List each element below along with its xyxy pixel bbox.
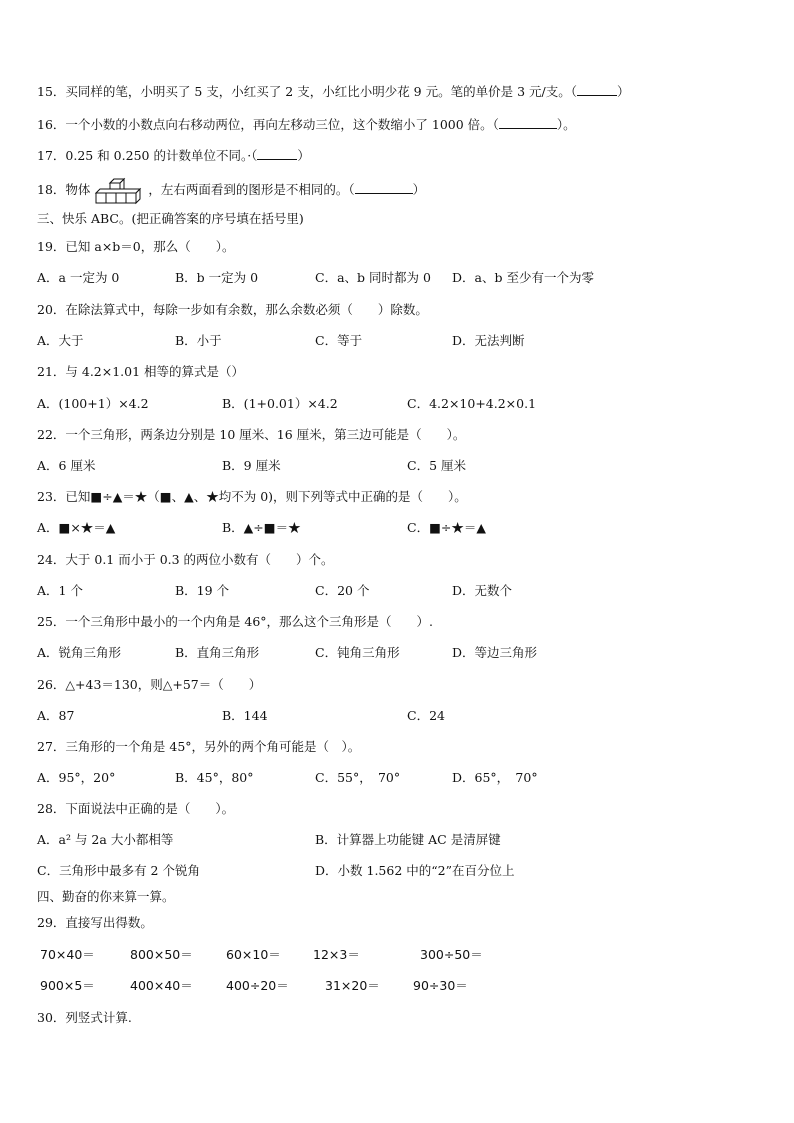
option-c[interactable]: C．5 厘米 [407,458,466,473]
calc-item: 31×20＝ [325,978,380,993]
option-d[interactable]: D．65°， 70° [452,770,538,785]
question-19-stem: 19．已知 a×b＝0，那么（ ）。 [37,239,235,254]
option-b[interactable]: B．19 个 [175,583,230,598]
option-a[interactable]: A．a 一定为 0 [37,270,120,285]
option-c[interactable]: C．三角形中最多有 2 个锐角 [37,863,200,878]
cube-solid-figure [92,177,146,205]
option-c[interactable]: C．■÷★＝▲ [407,520,486,535]
option-c[interactable]: C．24 [407,708,445,723]
question-16: 16．一个小数的小数点向右移动两位，再向左移动三位，这个数缩小了 1000 倍。（ ）。 [37,117,576,132]
option-a[interactable]: A．a² 与 2a 大小都相等 [37,832,174,847]
question-21-stem: 21．与 4.2×1.01 相等的算式是（） [37,364,245,379]
calc-item: 70×40＝ [40,947,95,962]
option-b[interactable]: B．▲÷■＝★ [222,520,301,535]
question-22-stem: 22．一个三角形，两条边分别是 10 厘米、16 厘米，第三边可能是（ ）。 [37,427,466,442]
option-a[interactable]: A．1 个 [37,583,83,598]
option-d[interactable]: D．等边三角形 [452,645,538,660]
question-15: 15．买同样的笔，小明买了 5 支，小红买了 2 支，小红比小明少花 9 元。笔的单价是 3 元/支。（ ） [37,84,630,99]
option-b[interactable]: B．直角三角形 [175,645,260,660]
option-a[interactable]: A．■×★＝▲ [37,520,116,535]
question-24-stem: 24．大于 0.1 而小于 0.3 的两位小数有（ ）个。 [37,552,334,567]
question-25-stem: 25．一个三角形中最小的一个内角是 46°，那么这个三角形是（ ）. [37,614,434,629]
option-c[interactable]: C．钝角三角形 [315,645,400,660]
question-28-stem: 28．下面说法中正确的是（ ）。 [37,801,235,816]
option-a[interactable]: A．6 厘米 [37,458,96,473]
option-c[interactable]: C．20 个 [315,583,370,598]
option-d[interactable]: D．无法判断 [452,333,525,348]
option-b[interactable]: B．45°，80° [175,770,254,785]
question-17: 17．0.25 和 0.250 的计数单位不同。·（ ） [37,148,310,163]
answer-blank[interactable] [257,147,297,160]
calc-item: 60×10＝ [226,947,281,962]
calc-item: 300÷50＝ [420,947,483,962]
answer-blank[interactable] [355,181,413,194]
section-4-heading: 四、勤奋的你来算一算。 [37,889,175,904]
option-c[interactable]: C．55°， 70° [315,770,401,785]
option-b[interactable]: B．b 一定为 0 [175,270,259,285]
question-20-stem: 20．在除法算式中，每除一步如有余数，那么余数必须（ ）除数。 [37,302,428,317]
option-c[interactable]: C．4.2×10+4.2×0.1 [407,396,537,411]
option-c[interactable]: C．等于 [315,333,363,348]
option-a[interactable]: A．大于 [37,333,84,348]
option-b[interactable]: B．144 [222,708,268,723]
calc-item: 900×5＝ [40,978,95,993]
option-a[interactable]: A．95°，20° [37,770,116,785]
question-26-stem: 26．△+43＝130，则△+57＝（ ） [37,677,262,692]
question-18: 18．物体 ，左右两面看到的图形是不相同的。（ ） [37,176,425,206]
calc-item: 800×50＝ [130,947,193,962]
answer-blank[interactable] [499,116,557,129]
calc-item: 400÷20＝ [226,978,289,993]
calc-item: 400×40＝ [130,978,193,993]
option-d[interactable]: D．小数 1.562 中的“2”在百分位上 [315,863,515,878]
question-23-stem: 23．已知■÷▲＝★（■、▲、★均不为 0)，则下列等式中正确的是（ ）。 [37,489,467,504]
option-a[interactable]: A．(100+1）×4.2 [37,396,149,411]
option-b[interactable]: B．(1+0.01）×4.2 [222,396,338,411]
option-b[interactable]: B．9 厘米 [222,458,281,473]
option-d[interactable]: D．无数个 [452,583,513,598]
answer-blank[interactable] [577,83,617,96]
calc-item: 90÷30＝ [413,978,468,993]
option-a[interactable]: A．87 [37,708,75,723]
question-29-stem: 29．直接写出得数。 [37,915,153,930]
option-a[interactable]: A．锐角三角形 [37,645,122,660]
option-b[interactable]: B．计算器上功能键 AC 是清屏键 [315,832,501,847]
option-c[interactable]: C．a、b 同时都为 0 [315,270,431,285]
question-30-stem: 30．列竖式计算. [37,1010,132,1025]
calc-item: 12×3＝ [313,947,360,962]
question-27-stem: 27．三角形的一个角是 45°，另外的两个角可能是（ ）。 [37,739,361,754]
option-b[interactable]: B．小于 [175,333,222,348]
option-d[interactable]: D．a、b 至少有一个为零 [452,270,594,285]
section-3-heading: 三、快乐 ABC。(把正确答案的序号填在括号里) [37,211,304,226]
